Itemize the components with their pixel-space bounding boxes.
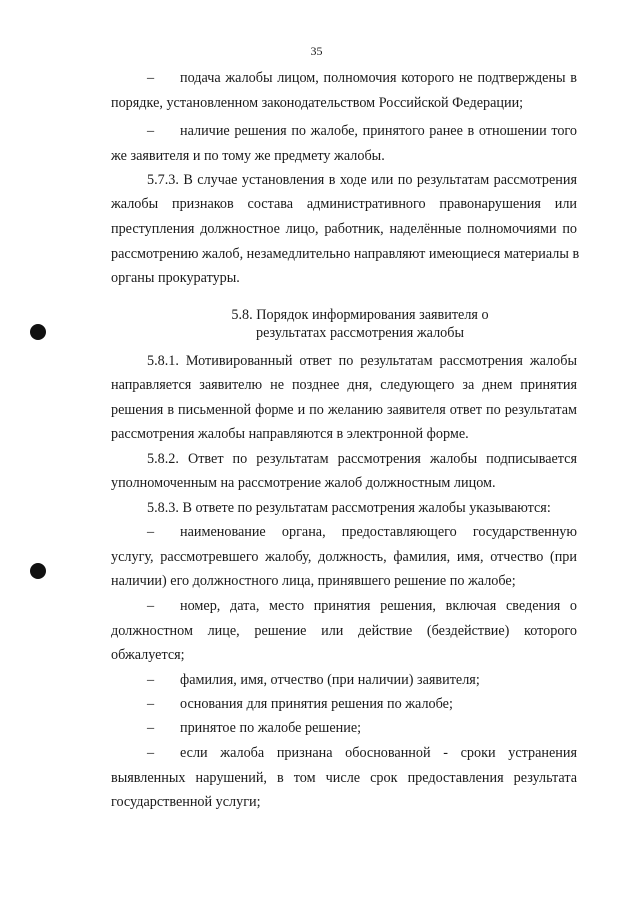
text-line: уполномоченным на рассмотрение жалоб должностным лицом. xyxy=(111,475,496,491)
list-dash: – xyxy=(147,598,155,614)
list-dash: – xyxy=(147,672,155,688)
text-line: рассмотрению жалоб, незамедлительно направляют имеющиеся материалы в xyxy=(111,246,580,262)
punch-hole-bottom xyxy=(30,563,46,579)
text-line: наименование органа, предоставляющего государственную xyxy=(180,524,577,540)
text-line: направляется заявителю не позднее дня, следующего за днем принятия xyxy=(111,377,577,393)
text-line: выявленных нарушений, в том числе срок предоставления результата xyxy=(111,770,577,786)
text-line: если жалоба признана обоснованной - сроки устранения xyxy=(180,745,577,761)
text-line: основания для принятия решения по жалобе; xyxy=(180,696,453,712)
text-line: же заявителя и по тому же предмету жалобы. xyxy=(111,148,385,164)
text-line: решения в письменной форме и по желанию заявителя ответ по результатам xyxy=(111,402,577,418)
text-line: принятое по жалобе решение; xyxy=(180,720,362,736)
punch-hole-top xyxy=(30,324,46,340)
text-line: подача жалобы лицом, полномочия которого не подтверждены в xyxy=(180,70,577,86)
text-line: жалобы признаков состава административного правонарушения или xyxy=(111,196,577,212)
list-dash: – xyxy=(147,696,155,712)
text-line: преступления должностное лицо, работник, наделённые полномочиями по xyxy=(111,221,577,237)
list-dash: – xyxy=(147,123,155,139)
section-heading: результатах рассмотрения жалобы xyxy=(255,325,464,341)
text-line: обжалуется; xyxy=(111,647,185,663)
list-dash: – xyxy=(147,720,155,736)
text-line: порядке, установленном законодательством Российской Федерации; xyxy=(111,95,524,111)
text-line: органы прокуратуры. xyxy=(111,270,240,286)
text-line: 5.8.3. В ответе по результатам рассмотрения жалобы указываются: xyxy=(147,500,551,516)
section-heading: 5.8. Порядок информирования заявителя о xyxy=(231,307,489,323)
text-line: услугу, рассмотревшего жалобу, должность, фамилия, имя, отчество (при xyxy=(111,549,577,565)
text-line: наличие решения по жалобе, принятого ранее в отношении того xyxy=(180,123,577,139)
text-line: должностном лице, решение или действие (бездействие) которого xyxy=(111,623,577,639)
list-dash: – xyxy=(147,745,155,761)
text-line: 5.8.1. Мотивированный ответ по результатам рассмотрения жалобы xyxy=(147,353,577,369)
text-line: государственной услуги; xyxy=(111,794,261,810)
text-line: наличии) его должностного лица, принявшего решение по жалобе; xyxy=(111,573,516,589)
list-dash: – xyxy=(147,524,155,540)
page-number: 35 xyxy=(310,44,323,58)
text-line: 5.8.2. Ответ по результатам рассмотрения жалобы подписывается xyxy=(147,451,577,467)
text-line: фамилия, имя, отчество (при наличии) заявителя; xyxy=(180,672,480,688)
list-dash: – xyxy=(147,70,155,86)
text-line: номер, дата, место принятия решения, включая сведения о xyxy=(180,598,577,614)
text-line: 5.7.3. В случае установления в ходе или по результатам рассмотрения xyxy=(147,172,577,188)
text-line: рассмотрения жалобы направляются в электронной форме. xyxy=(111,426,469,442)
